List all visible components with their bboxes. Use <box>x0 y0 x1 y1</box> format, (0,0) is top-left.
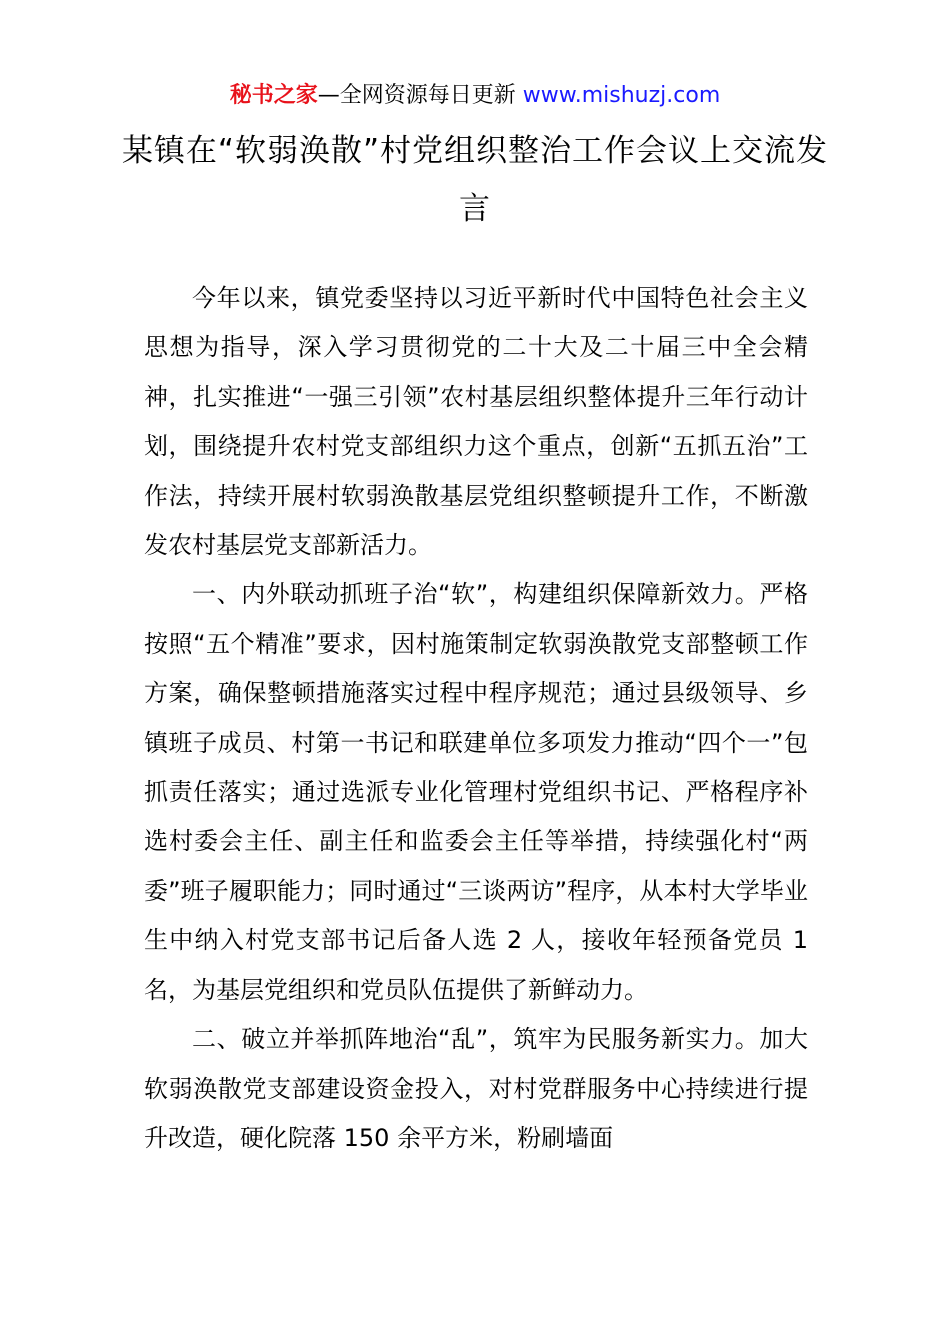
document-title: 某镇在“软弱涣散”村党组织整治工作会议上交流发言 <box>121 133 829 227</box>
paragraph-intro: 今年以来，镇党委坚持以习近平新时代中国特色社会主义思想为指导，深入学习贯彻党的二十大及二十届三中全会精神，扎实推进“一强三引领”农村基层组织整体提升三年行动计划，围绕提升农村党支部组织力这个重点，创新“五抓五治”工作法，持续开展村软弱涣散基层党组织整顿提升工作，不断激发农村基层党支部新活力。 <box>144 284 808 560</box>
site-url[interactable]: www.mishuzj.com <box>522 83 721 108</box>
paragraph-section-one: 一、内外联动抓班子治“软”，构建组织保障新效力。严格按照“五个精准”要求，因村施策制定软弱涣散党支部整顿工作方案，确保整顿措施落实过程中程序规范；通过县级领导、乡镇班子成员、村第一书记和联建单位多项发力推动“四个一”包抓责任落实；通过选派专业化管理村党组织书记、严格程序补选村委会主任、副主任和监委会主任等举措，持续强化村“两委”班子履职能力；同时通过“三谈两访”程序，从本村大学毕业生中纳入村党支部书记后备人选 2 人，接收年轻预备党员 1 名，为基层党组织和党员队伍提供了新鲜动力。 <box>144 580 808 1004</box>
document-body <box>144 274 808 1163</box>
site-brand: 秘书之家 <box>229 83 318 108</box>
paragraph-section-two: 二、破立并举抓阵地治“乱”，筑牢为民服务新实力。加大软弱涣散党支部建设资金投入，对村党群服务中心持续进行提升改造，硬化院落 150 余平方米，粉刷墙面 <box>144 1025 808 1152</box>
site-watermark-header <box>0 80 950 112</box>
site-tagline: —全网资源每日更新 <box>317 83 523 108</box>
